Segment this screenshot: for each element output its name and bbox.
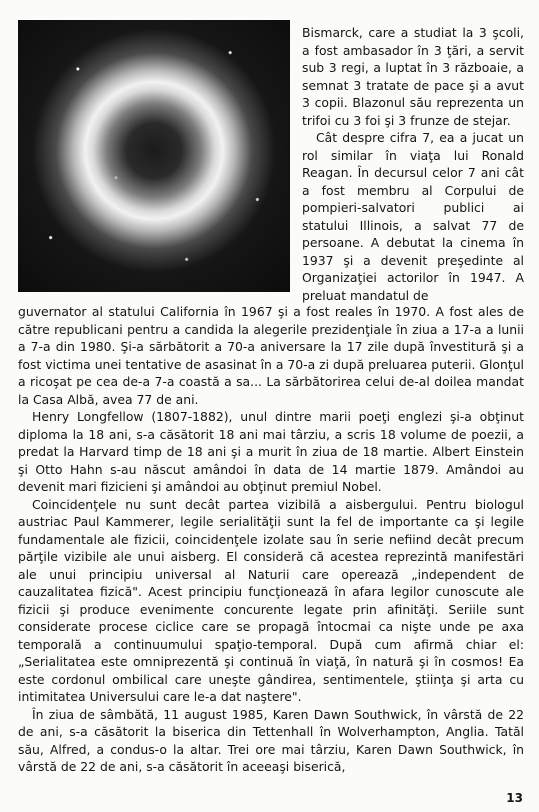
star-field [18, 20, 290, 292]
main-text-column [18, 303, 524, 776]
paragraph-southwick: În ziua de sâmbătă, 11 august 1985, Karen Dawn Southwick, în vârstă de 22 de ani, s-a căsătorit la biserica din Tettenhall în Wolverhampton, Anglia. Tatăl său, Alfred, a condus-o la altar. Trei ore mai târziu, Karen Dawn Southwick, în vârstă de 22 de ani, s-a căsătorit în aceeaşi biserică, [18, 706, 524, 774]
paragraph-longfellow: Henry Longfellow (1807-1882), unul dintre marii poeţi englezi şi-a obţinut diploma la 18 ani, s-a căsătorit 18 ani mai târziu, a scris 18 volume de poezii, a predat la Harvard timp de 18 ani şi a murit în ziua de 18 martie. Albert Einstein şi Otto Hahn s-au născut amândoi în data de 14 martie 1879. Amândoi au devenit mari fizicieni şi amândoi au obţinut premiul Nobel. [18, 409, 524, 494]
paragraph-reagan: Cât despre cifra 7, ea a jucat un rol similar în viaţa lui Ronald Reagan. În decursul celor 7 ani cât a fost membru al Corpului de pompieri-salvatori publici ai statului Illinois, a salvat 77 de persoane. A debutat la cinema în 1937 şi a devenit preşedinte al Organizaţiei actorilor în 1947. A preluat mandatul de [302, 130, 524, 303]
nebula-photo [18, 20, 290, 292]
page-number: 13 [506, 791, 523, 805]
side-text-column [302, 24, 524, 304]
paragraph-reagan-cont: guvernator al statului California în 1967 şi a fost reales în 1970. A fost ales de către republicani pentru a candida la alegerile prezidenţiale în ziua a 17-a a lunii a 7-a din 1980. Şi-a sărbătorit a 70-a aniversare la 17 zile după învestitură şi a fost victima unei tentative de asasinat în a 70-a zi după preluarea puterii. Glonţul a ricoşat pe cea de-a 7-a coastă a sa... La sărbătorirea celui de-al doilea mandat la Casa Albă, avea 77 de ani. [18, 304, 524, 407]
paragraph-kammerer: Coincidenţele nu sunt decât partea vizibilă a aisbergului. Pentru biologul austriac Paul Kammerer, legile serialităţii sunt la fel de importante ca şi legile fundamentale ale fizicii, coincidenţele izolate sau în serie nefiind decât precum părţile vizibile ale unui aisberg. El consideră că acestea reprezintă manifestări ale unui principiu universal al Naturii care operează „independent de cauzalitatea fizică". Acest principiu funcţionează în afara legilor cunoscute ale fizicii şi produce evenimente concurente legate prin afinităţi. Seriile sunt considerate procese ciclice care se propagă întocmai ca nişte unde pe axa temporală a continuumului spaţio-temporal. După cum afirmă chiar el: „Serialitatea este omniprezentă şi continuă în viaţă, în natură şi în cosmos! Ea este cordonul ombilical care uneşte gândirea, sentimentele, ştiinţa şi arta cu intimitatea Universului care le-a dat naştere". [18, 496, 524, 704]
paragraph-bismarck: Bismarck, care a studiat la 3 şcoli, a fost ambasador în 3 ţări, a servit sub 3 regi, a luptat în 3 războaie, a semnat 3 tratate de pace şi a avut 3 copii. Blazonul său reprezenta un trifoi cu 3 foi şi 3 frunze de stejar. [302, 25, 524, 128]
